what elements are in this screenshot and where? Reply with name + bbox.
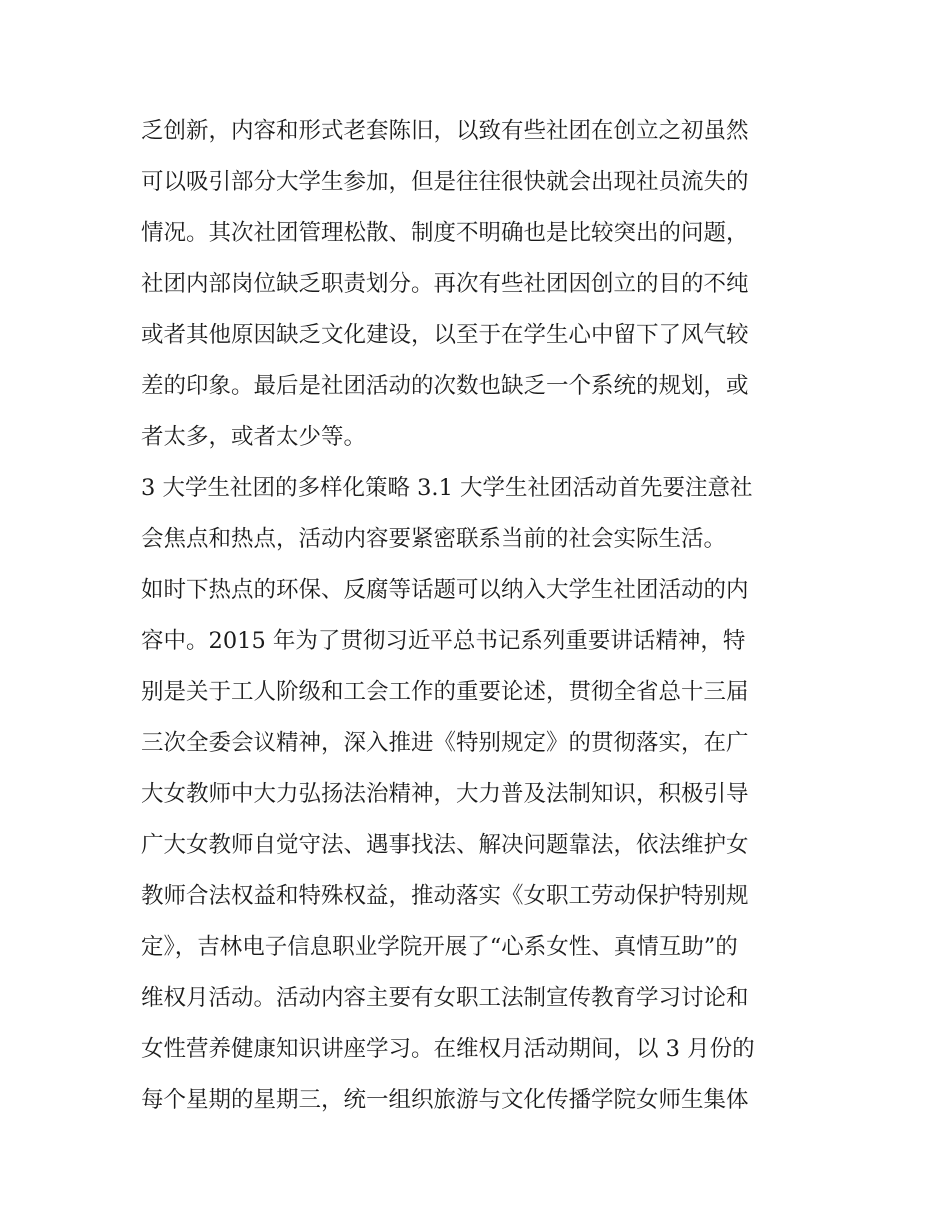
text-line: 乏创新，内容和形式老套陈旧，以致有些社团在创立之初虽然 xyxy=(141,118,749,144)
body-text xyxy=(141,106,821,1126)
text-line: 教师合法权益和特殊权益，推动落实《女职工劳动保护特别规 xyxy=(141,883,749,909)
text-line: 者太多，或者太少等。 xyxy=(141,424,367,450)
text-line: 三次全委会议精神，深入推进《特别规定》的贯彻落实，在广 xyxy=(141,730,749,756)
text-line: 广大女教师自觉守法、遇事找法、解决问题靠法，依法维护女 xyxy=(141,832,749,858)
text-line: 别是关于工人阶级和工会工作的重要论述，贯彻全省总十三届 xyxy=(141,679,749,705)
text-line: 每个星期的星期三，统一组织旅游与文化传播学院女师生集体 xyxy=(141,1087,749,1113)
text-line: 可以吸引部分大学生参加，但是往往很快就会出现社员流失的 xyxy=(141,169,749,195)
text-line: 社团内部岗位缺乏职责划分。再次有些社团因创立的目的不纯 xyxy=(141,271,749,297)
text-line: 女性营养健康知识讲座学习。在维权月活动期间，以 3 月份的 xyxy=(141,1036,755,1062)
text-line: 情况。其次社团管理松散、制度不明确也是比较突出的问题， xyxy=(141,220,749,246)
text-line: 如时下热点的环保、反腐等话题可以纳入大学生社团活动的内 xyxy=(141,577,749,603)
text-line: 定》，吉林电子信息职业学院开展了“心系女性、真情互助”的 xyxy=(141,934,738,960)
section-heading-line: 3 大学生社团的多样化策略 3.1 大学生社团活动首先要注意社 xyxy=(141,475,753,501)
text-line: 差的印象。最后是社团活动的次数也缺乏一个系统的规划，或 xyxy=(141,373,749,399)
text-line: 大女教师中大力弘扬法治精神，大力普及法制知识，积极引导 xyxy=(141,781,749,807)
text-line: 会焦点和热点，活动内容要紧密联系当前的社会实际生活。 xyxy=(141,526,727,552)
text-line: 维权月活动。活动内容主要有女职工法制宣传教育学习讨论和 xyxy=(141,985,749,1011)
text-line: 或者其他原因缺乏文化建设，以至于在学生心中留下了风气较 xyxy=(141,322,749,348)
text-line: 容中。2015 年为了贯彻习近平总书记系列重要讲话精神，特 xyxy=(141,628,746,654)
